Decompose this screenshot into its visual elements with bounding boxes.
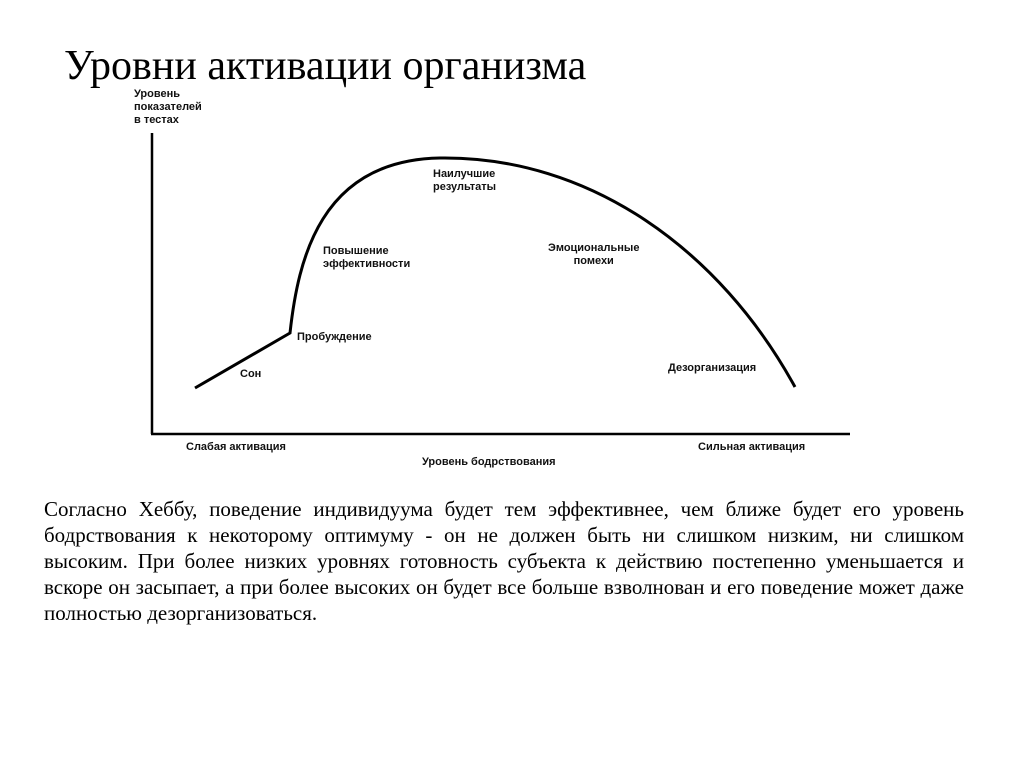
label-line: результаты <box>433 181 497 193</box>
label-disorganization: Дезорганизация <box>668 362 757 374</box>
label-line: помехи <box>573 255 614 267</box>
description-paragraph: Согласно Хеббу, поведение индивидуума будет тем эффективнее, чем ближе будет его уровень бодрствования к некоторому оптимуму - он не должен быть ни слишком низким, ни слишком высоким. При более низких уровнях готовность субъекта к действию постепенно уменьшается и вскоре он засыпает, а при более высоких он будет все больше взволнован и его поведение может даже полностью дезорганизоваться. <box>44 497 964 625</box>
y-axis-label-line: показателей <box>134 101 202 113</box>
label-line: эффективности <box>323 258 411 270</box>
y-axis-label-line: Уровень <box>134 88 181 100</box>
y-axis-label-line: в тестах <box>134 114 179 126</box>
y-axis-label <box>134 88 202 127</box>
x-axis-title: Уровень бодрствования <box>422 456 556 468</box>
label-best-results <box>433 168 496 194</box>
label-line: Наилучшие <box>433 168 496 180</box>
label-efficiency <box>323 245 410 271</box>
label-sleep: Сон <box>240 368 262 380</box>
slide-title: Уровни активации организма <box>64 43 587 89</box>
label-line: Повышение <box>323 245 389 257</box>
label-line: Эмоциональные <box>548 242 640 254</box>
label-awakening: Пробуждение <box>297 331 372 343</box>
label-emotional-interference <box>548 242 639 268</box>
x-axis-left-label: Слабая активация <box>186 441 286 453</box>
x-axis-right-label: Сильная активация <box>698 441 806 453</box>
